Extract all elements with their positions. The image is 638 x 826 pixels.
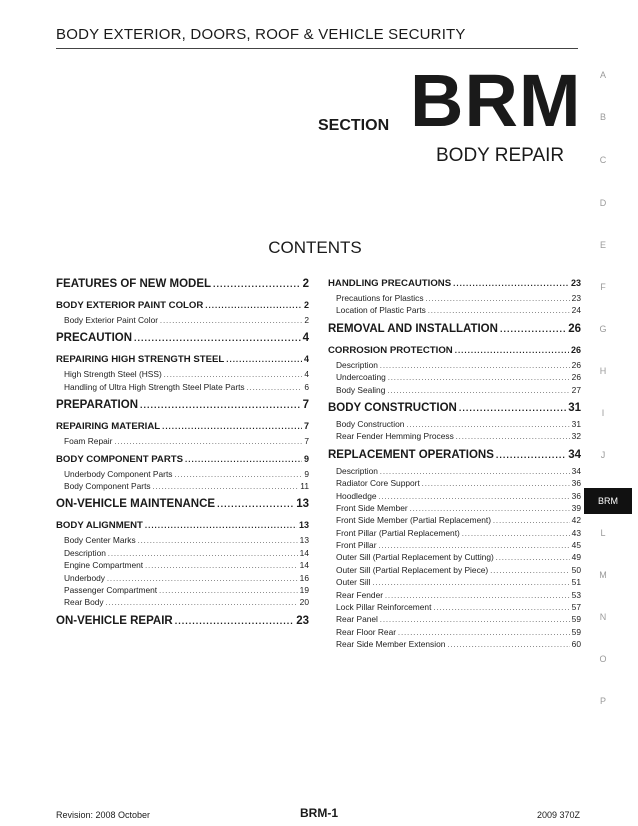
toc-entry-page: 51 bbox=[571, 577, 581, 588]
toc-leader-dots bbox=[380, 615, 570, 625]
toc-entry[interactable] bbox=[328, 514, 581, 526]
section-tab-e[interactable]: E bbox=[599, 240, 606, 250]
toc-leader-dots bbox=[398, 628, 570, 638]
toc-entry-page: 31 bbox=[571, 418, 581, 429]
toc-entry-title: Hoodledge bbox=[336, 490, 377, 501]
toc-entry-title: Underbody bbox=[64, 572, 105, 583]
toc-entry-page: 20 bbox=[299, 597, 309, 608]
toc-entry[interactable] bbox=[56, 534, 309, 546]
toc-entry[interactable] bbox=[56, 547, 309, 559]
toc-entry-title: BODY ALIGNMENT bbox=[56, 520, 143, 532]
toc-entry[interactable] bbox=[328, 304, 581, 316]
toc-entry[interactable] bbox=[328, 430, 581, 442]
toc-entry-page: 13 bbox=[298, 520, 309, 531]
toc-entry-title: ON-VEHICLE REPAIR bbox=[56, 614, 173, 627]
toc-entry-page: 57 bbox=[571, 602, 581, 613]
toc-entry-title: Body Component Parts bbox=[64, 480, 151, 491]
toc-entry-title: Rear Body bbox=[64, 597, 104, 608]
toc-entry-title: Rear Side Member Extension bbox=[336, 639, 446, 650]
toc-entry-page: 9 bbox=[303, 453, 309, 464]
toc-entry-title: Body Exterior Paint Color bbox=[64, 315, 159, 325]
section-tab-i[interactable]: I bbox=[601, 408, 605, 418]
toc-entry[interactable] bbox=[328, 601, 581, 613]
toc-entry-title: Front Pillar (Partial Replacement) bbox=[336, 527, 460, 538]
toc-entry[interactable] bbox=[328, 445, 581, 465]
toc-entry-page: 34 bbox=[568, 448, 581, 461]
toc-entry[interactable] bbox=[328, 490, 581, 502]
toc-entry-title: Outer Sill (Partial Replacement by Cutting) bbox=[336, 552, 494, 563]
toc-leader-dots bbox=[379, 541, 570, 551]
section-tab-p[interactable]: P bbox=[599, 696, 606, 706]
toc-entry-page: 19 bbox=[299, 584, 309, 595]
toc-entry-page: 16 bbox=[299, 572, 309, 583]
toc-leader-dots bbox=[447, 640, 569, 650]
toc-entry-page: 59 bbox=[571, 626, 581, 637]
toc-entry-page: 9 bbox=[304, 468, 309, 479]
toc-entry-page: 7 bbox=[304, 436, 309, 447]
toc-entry[interactable] bbox=[328, 502, 581, 514]
toc-entry-page: 24 bbox=[571, 305, 581, 316]
toc-leader-dots bbox=[500, 319, 566, 339]
toc-entry-title: Rear Fender bbox=[336, 589, 384, 600]
toc-entry-page: 7 bbox=[302, 399, 309, 412]
contents-heading: CONTENTS bbox=[268, 238, 362, 257]
toc-entry-page: 2 bbox=[302, 278, 309, 290]
toc-entry-page: 7 bbox=[303, 421, 309, 432]
toc-entry[interactable] bbox=[328, 551, 581, 563]
toc-entry[interactable] bbox=[328, 465, 581, 477]
toc-entry-title: Rear Floor Rear bbox=[336, 626, 397, 637]
toc-entry[interactable] bbox=[56, 611, 309, 631]
toc-entry-page: 39 bbox=[571, 502, 581, 513]
toc-entry-page: 49 bbox=[571, 552, 581, 563]
toc-entry-page: 42 bbox=[571, 515, 581, 526]
toc-entry[interactable] bbox=[56, 381, 309, 393]
footer-model: 2009 370Z bbox=[537, 810, 581, 820]
toc-entry[interactable] bbox=[328, 564, 581, 576]
toc-entry-title: Front Side Member bbox=[336, 502, 408, 513]
toc-entry-page: 14 bbox=[299, 547, 309, 558]
toc-entry-title: Rear Fender Hemming Process bbox=[336, 431, 454, 442]
section-tab-j[interactable]: J bbox=[600, 450, 606, 460]
toc-entry-title: Front Pillar bbox=[336, 540, 377, 551]
toc-entry-title: BODY EXTERIOR PAINT COLOR bbox=[56, 300, 204, 311]
header-divider bbox=[56, 48, 578, 49]
toc-leader-dots bbox=[175, 611, 294, 631]
toc-entry-title: Undercoating bbox=[336, 372, 386, 383]
toc-leader-dots bbox=[107, 574, 298, 584]
toc-entry[interactable] bbox=[328, 626, 581, 638]
toc-entry[interactable] bbox=[328, 477, 581, 489]
toc-leader-dots bbox=[433, 603, 569, 613]
toc-entry-page: 23 bbox=[571, 293, 581, 303]
toc-right-column bbox=[328, 272, 581, 651]
toc-entry-page: 2 bbox=[303, 300, 309, 310]
toc-entry-title: High Strength Steel (HSS) bbox=[64, 369, 162, 380]
toc-leader-dots bbox=[455, 342, 569, 359]
toc-leader-dots bbox=[380, 467, 570, 477]
section-tab-m[interactable]: M bbox=[599, 570, 607, 580]
toc-leader-dots bbox=[217, 494, 294, 514]
toc-leader-dots bbox=[106, 598, 298, 608]
toc-entry-page: 31 bbox=[568, 401, 581, 414]
toc-entry-title: ON-VEHICLE MAINTENANCE bbox=[56, 498, 216, 511]
toc-leader-dots bbox=[496, 445, 566, 465]
toc-entry[interactable] bbox=[328, 576, 581, 588]
toc-leader-dots bbox=[490, 566, 569, 576]
toc-entry-page: 4 bbox=[304, 369, 309, 380]
toc-leader-dots bbox=[159, 586, 298, 596]
toc-entry[interactable] bbox=[56, 296, 309, 314]
toc-entry[interactable] bbox=[56, 368, 309, 380]
toc-entry[interactable] bbox=[56, 559, 309, 571]
toc-leader-dots bbox=[493, 516, 570, 526]
toc-entry[interactable] bbox=[328, 384, 581, 396]
toc-entry-title: REPAIRING HIGH STRENGTH STEEL bbox=[56, 354, 225, 366]
section-tab-c[interactable]: C bbox=[599, 155, 607, 165]
toc-leader-dots bbox=[205, 297, 302, 314]
toc-entry[interactable] bbox=[56, 314, 309, 326]
toc-entry-page: 6 bbox=[304, 381, 309, 392]
toc-entry-page: 13 bbox=[299, 535, 309, 546]
toc-entry-page: 59 bbox=[571, 614, 581, 625]
toc-leader-dots bbox=[428, 306, 570, 316]
toc-entry[interactable] bbox=[56, 480, 309, 492]
toc-entry-title: Lock Pillar Reinforcement bbox=[336, 602, 432, 613]
toc-entry[interactable] bbox=[328, 341, 581, 359]
toc-entry-title: Underbody Component Parts bbox=[64, 468, 173, 479]
toc-leader-dots bbox=[247, 383, 303, 393]
toc-entry[interactable] bbox=[56, 417, 309, 435]
toc-left-column bbox=[56, 272, 309, 631]
toc-entry-page: 32 bbox=[571, 431, 581, 442]
toc-entry[interactable] bbox=[328, 359, 581, 371]
toc-entry-title: FEATURES OF NEW MODEL bbox=[56, 278, 212, 290]
toc-leader-dots bbox=[456, 432, 570, 442]
toc-entry-page: 43 bbox=[571, 527, 581, 538]
toc-leader-dots bbox=[459, 398, 566, 418]
toc-entry-title: Front Side Member (Partial Replacement) bbox=[336, 515, 491, 526]
toc-entry-page: 2 bbox=[304, 315, 309, 325]
toc-leader-dots bbox=[422, 479, 570, 489]
toc-leader-dots bbox=[108, 549, 298, 559]
toc-leader-dots bbox=[380, 361, 570, 371]
section-tab-b[interactable]: B bbox=[599, 112, 606, 122]
toc-leader-dots bbox=[185, 451, 302, 468]
toc-entry[interactable] bbox=[56, 435, 309, 447]
toc-entry-title: Passenger Compartment bbox=[64, 584, 158, 595]
toc-entry-page: 34 bbox=[571, 465, 581, 476]
toc-entry-page: 53 bbox=[571, 589, 581, 600]
toc-entry-title: Radiator Core Support bbox=[336, 478, 420, 489]
toc-leader-dots bbox=[164, 370, 303, 380]
toc-leader-dots bbox=[140, 395, 301, 415]
toc-entry[interactable] bbox=[56, 584, 309, 596]
section-tab-n[interactable]: N bbox=[599, 612, 607, 622]
toc-leader-dots bbox=[426, 294, 570, 304]
toc-entry[interactable] bbox=[56, 450, 309, 468]
toc-entry-page: 26 bbox=[571, 359, 581, 370]
toc-entry-title: Outer Sill bbox=[336, 577, 371, 588]
toc-entry-title: Description bbox=[64, 547, 106, 558]
toc-entry-page: 23 bbox=[296, 614, 309, 627]
toc-entry[interactable] bbox=[56, 572, 309, 584]
toc-entry-page: 26 bbox=[570, 344, 581, 355]
toc-leader-dots bbox=[462, 529, 570, 539]
section-tab-d[interactable]: D bbox=[599, 198, 607, 208]
section-tab-brm[interactable]: BRM bbox=[584, 488, 632, 514]
toc-leader-dots bbox=[145, 517, 297, 534]
toc-leader-dots bbox=[410, 504, 570, 514]
toc-entry[interactable] bbox=[56, 516, 309, 534]
toc-entry-title: Foam Repair bbox=[64, 436, 113, 447]
toc-leader-dots bbox=[372, 578, 569, 588]
toc-entry[interactable] bbox=[328, 274, 581, 292]
toc-entry[interactable] bbox=[56, 468, 309, 480]
toc-leader-dots bbox=[379, 492, 570, 502]
toc-entry-page: 50 bbox=[571, 564, 581, 575]
toc-leader-dots bbox=[153, 482, 299, 492]
toc-leader-dots bbox=[226, 351, 302, 368]
toc-leader-dots bbox=[453, 275, 569, 292]
toc-entry-title: Location of Plastic Parts bbox=[336, 305, 426, 316]
toc-entry[interactable] bbox=[328, 418, 581, 430]
toc-leader-dots bbox=[160, 316, 302, 326]
toc-leader-dots bbox=[162, 418, 302, 435]
toc-entry-page: 14 bbox=[299, 560, 309, 571]
toc-entry-title: Outer Sill (Partial Replacement by Piece) bbox=[336, 564, 489, 575]
contents-heading-wrap bbox=[0, 238, 638, 258]
toc-entry-page: 36 bbox=[571, 478, 581, 489]
toc-entry-title: BODY CONSTRUCTION bbox=[328, 401, 457, 414]
toc-leader-dots bbox=[387, 386, 569, 396]
toc-entry[interactable] bbox=[328, 398, 581, 418]
toc-entry-title: PRECAUTION bbox=[56, 332, 133, 345]
footer-revision: Revision: 2008 October bbox=[56, 810, 151, 820]
toc-entry-title: Body Center Marks bbox=[64, 535, 136, 546]
header-title: BODY EXTERIOR, DOORS, ROOF & VEHICLE SECURITY bbox=[56, 26, 466, 43]
toc-entry-title: Precautions for Plastics bbox=[336, 293, 424, 303]
toc-leader-dots bbox=[138, 536, 298, 546]
toc-entry-page: 23 bbox=[570, 278, 581, 288]
toc-leader-dots bbox=[388, 373, 570, 383]
toc-entry-title: HANDLING PRECAUTIONS bbox=[328, 278, 452, 289]
toc-entry-title: Rear Panel bbox=[336, 614, 378, 625]
toc-entry-page: 36 bbox=[571, 490, 581, 501]
section-tab-o[interactable]: O bbox=[599, 654, 607, 664]
toc-entry-page: 26 bbox=[571, 372, 581, 383]
toc-entry-page: 4 bbox=[303, 354, 309, 365]
toc-leader-dots bbox=[145, 561, 298, 571]
toc-leader-dots bbox=[114, 437, 302, 447]
toc-leader-dots bbox=[496, 553, 570, 563]
toc-entry-title: REPLACEMENT OPERATIONS bbox=[328, 448, 494, 461]
section-label: SECTION bbox=[318, 117, 390, 134]
toc-entry[interactable] bbox=[328, 527, 581, 539]
toc-entry-page: 11 bbox=[300, 480, 309, 491]
toc-entry[interactable] bbox=[328, 371, 581, 383]
section-tab-h[interactable]: H bbox=[599, 366, 607, 376]
toc-entry-title: Body Construction bbox=[336, 418, 405, 429]
toc-entry-page: 13 bbox=[296, 498, 309, 511]
footer-page-number: BRM-1 bbox=[300, 806, 338, 820]
toc-entry[interactable] bbox=[56, 395, 309, 415]
toc-entry-title: PREPARATION bbox=[56, 399, 138, 412]
section-code: BRM bbox=[410, 59, 582, 142]
toc-entry-page: 45 bbox=[571, 540, 581, 551]
toc-entry-page: 26 bbox=[568, 322, 581, 335]
section-tab-a[interactable]: A bbox=[599, 70, 606, 80]
toc-leader-dots bbox=[406, 420, 569, 430]
section-name: BODY REPAIR bbox=[436, 145, 565, 166]
toc-leader-dots bbox=[134, 328, 301, 348]
toc-entry-title: Body Sealing bbox=[336, 384, 386, 395]
toc-entry[interactable] bbox=[56, 596, 309, 608]
toc-entry-title: BODY COMPONENT PARTS bbox=[56, 453, 184, 465]
toc-leader-dots bbox=[213, 274, 301, 294]
toc-entry[interactable] bbox=[56, 274, 309, 294]
toc-entry-title: Engine Compartment bbox=[64, 560, 144, 571]
toc-leader-dots bbox=[174, 470, 302, 480]
toc-entry-title: REPAIRING MATERIAL bbox=[56, 421, 161, 433]
toc-entry[interactable] bbox=[328, 539, 581, 551]
toc-entry[interactable] bbox=[56, 350, 309, 368]
toc-entry-page: 27 bbox=[571, 384, 581, 395]
toc-entry-page: 4 bbox=[302, 332, 309, 345]
section-tab-l[interactable]: L bbox=[600, 528, 606, 538]
section-tab-f[interactable]: F bbox=[600, 282, 606, 292]
section-tab-g[interactable]: G bbox=[599, 324, 607, 334]
toc-entry-title: Description bbox=[336, 465, 378, 476]
toc-entry[interactable] bbox=[328, 292, 581, 304]
toc-entry[interactable] bbox=[328, 589, 581, 601]
toc-entry[interactable] bbox=[56, 328, 309, 348]
toc-entry-title: Description bbox=[336, 359, 378, 370]
toc-entry[interactable] bbox=[56, 494, 309, 514]
toc-leader-dots bbox=[385, 591, 570, 601]
toc-entry[interactable] bbox=[328, 638, 581, 650]
toc-entry-title: Handling of Ultra High Strength Steel Plate Parts bbox=[64, 381, 245, 392]
toc-entry[interactable] bbox=[328, 319, 581, 339]
toc-entry[interactable] bbox=[328, 613, 581, 625]
toc-entry-page: 60 bbox=[571, 639, 581, 650]
toc-entry-title: CORROSION PROTECTION bbox=[328, 344, 453, 356]
toc-entry-title: REMOVAL AND INSTALLATION bbox=[328, 322, 498, 335]
